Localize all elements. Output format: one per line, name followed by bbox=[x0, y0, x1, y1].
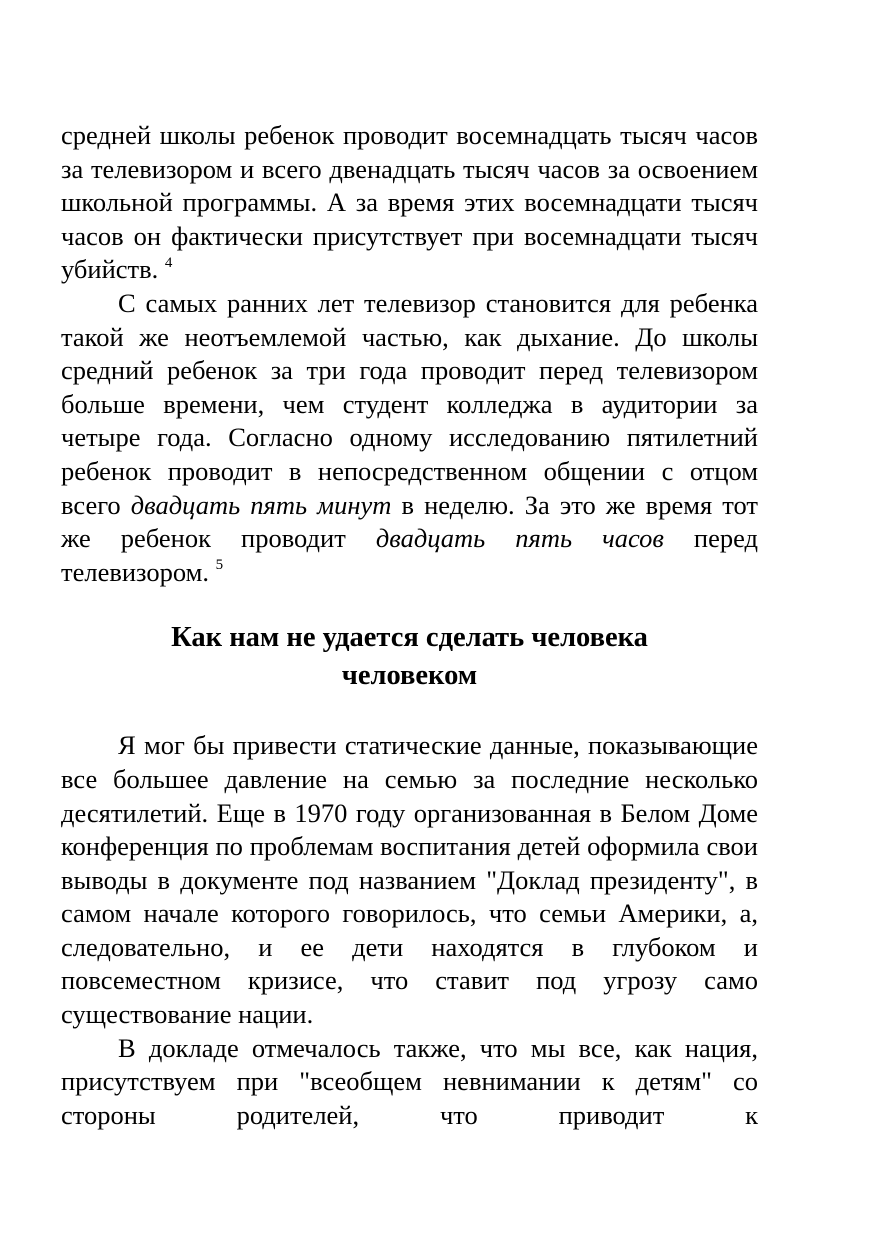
footnote-marker-4: 4 bbox=[164, 254, 173, 271]
footnote-marker-5: 5 bbox=[215, 556, 224, 573]
paragraph-2-text-a: С самых ранних лет телевизор становится для ребенка такой же неотъемлемой частью, как дыхание. До школы средний ребенок за три года проводит перед телевизором больше времени, чем студент колледжа в аудитории за четыре года. Согласно одному исследованию пятилетний ребенок проводит в непосредственном общении с отцом всего bbox=[61, 287, 758, 520]
section-heading-line-1: Как нам не удается сделать человека bbox=[171, 622, 648, 654]
paragraph-3 bbox=[61, 729, 758, 1031]
paragraph-3-text: Я мог бы привести статические данные, показывающие все большее давление на семью за последние несколько десятилетий. Еще в 1970 году организованная в Белом Доме конференция по проблемам воспитания детей оформила свои выводы в документе под названием "Доклад президенту", в самом начале которого говорилось, что семьи Америки, а, следовательно, и ее дети находятся в глубоком и повсеместном кризисе, что ставит под угрозу само существование нации. bbox=[61, 730, 758, 1030]
paragraph-4 bbox=[61, 1032, 758, 1133]
paragraph-1 bbox=[61, 119, 758, 287]
document-page bbox=[61, 119, 758, 1132]
paragraph-2-text-c: перед телевизором. bbox=[61, 523, 758, 587]
section-heading-line-2: человеком bbox=[341, 660, 478, 692]
paragraph-2-text-b: в неделю. За это же время тот же ребенок проводит bbox=[61, 489, 758, 554]
paragraph-2 bbox=[61, 287, 758, 589]
paragraph-1-text: средней школы ребенок проводит восемнадцать тысяч часов за телевизором и всего двенадцать тысяч часов за освоением школьной программы. А за время этих восемнадцати тысяч часов он фактически присутствует при восемнадцати тысяч убийств. bbox=[61, 120, 758, 285]
paragraph-4-text: В докладе отмечалось также, что мы все, как нация, присутствуем при "всеобщем невнимании к детям" со стороны родителей, что приводит к bbox=[61, 1032, 758, 1130]
paragraph-2-emphasis-minutes: двадцать пять минут bbox=[130, 489, 392, 520]
section-heading bbox=[61, 619, 758, 695]
paragraph-2-emphasis-hours: двадцать пять часов bbox=[375, 523, 664, 554]
